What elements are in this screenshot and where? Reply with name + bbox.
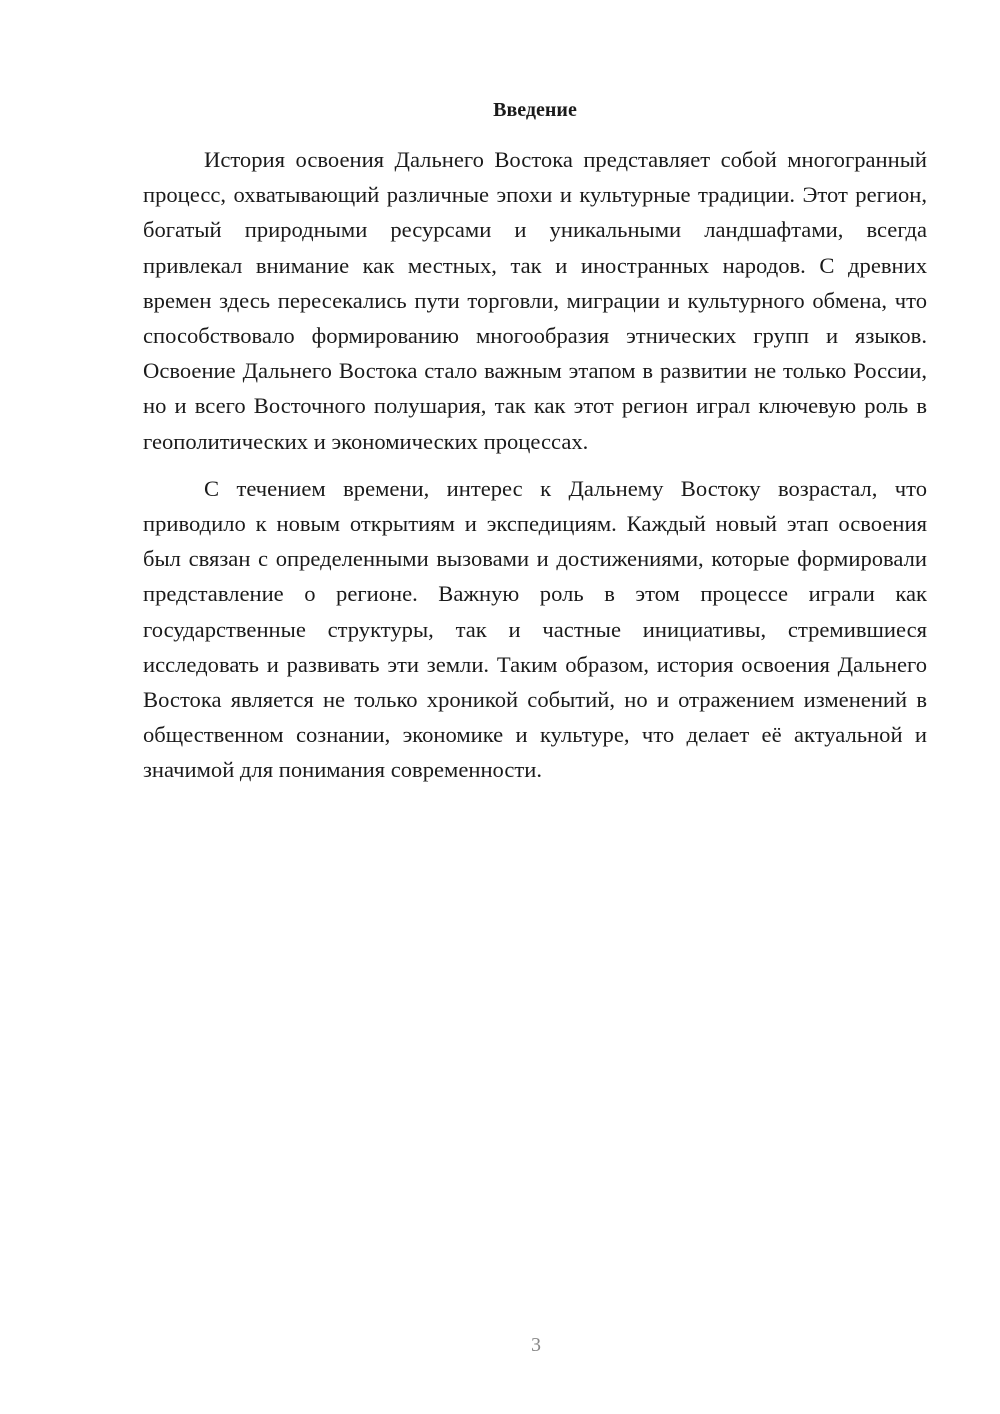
paragraph-1: История освоения Дальнего Востока представляет собой многогранный процесс, охватывающий различные эпохи и культурные традиции. Этот регион, богатый природными ресурсами и уникальными ландшафтами, всегда привлекал внимание как местных, так и иностранных народов. С древних времен здесь пересекались пути торговли, миграции и культурного обмена, что способствовало формированию многообразия этнических групп и языков. Освоение Дальнего Востока стало важным этапом в развитии не только России, но и всего Восточного полушария, так как этот регион играл ключевую роль в геополитических и экономических процессах. [143, 147, 927, 454]
section-heading: Введение [493, 99, 577, 121]
paragraph-2: С течением времени, интерес к Дальнему Востоку возрастал, что приводило к новым открытиям и экспедициям. Каждый новый этап освоения был связан с определенными вызовами и достижениями, которые формировали представление о регионе. Важную роль в этом процессе играли как государственные структуры, так и частные инициативы, стремившиеся исследовать и развивать эти земли. Таким образом, история освоения Дальнего Востока является не только хроникой событий, но и отражением изменений в общественном сознании, экономике и культуре, что делает её актуальной и значимой для понимания современности. [143, 475, 927, 783]
page-number: 3 [531, 1334, 541, 1356]
page-content [143, 96, 927, 788]
